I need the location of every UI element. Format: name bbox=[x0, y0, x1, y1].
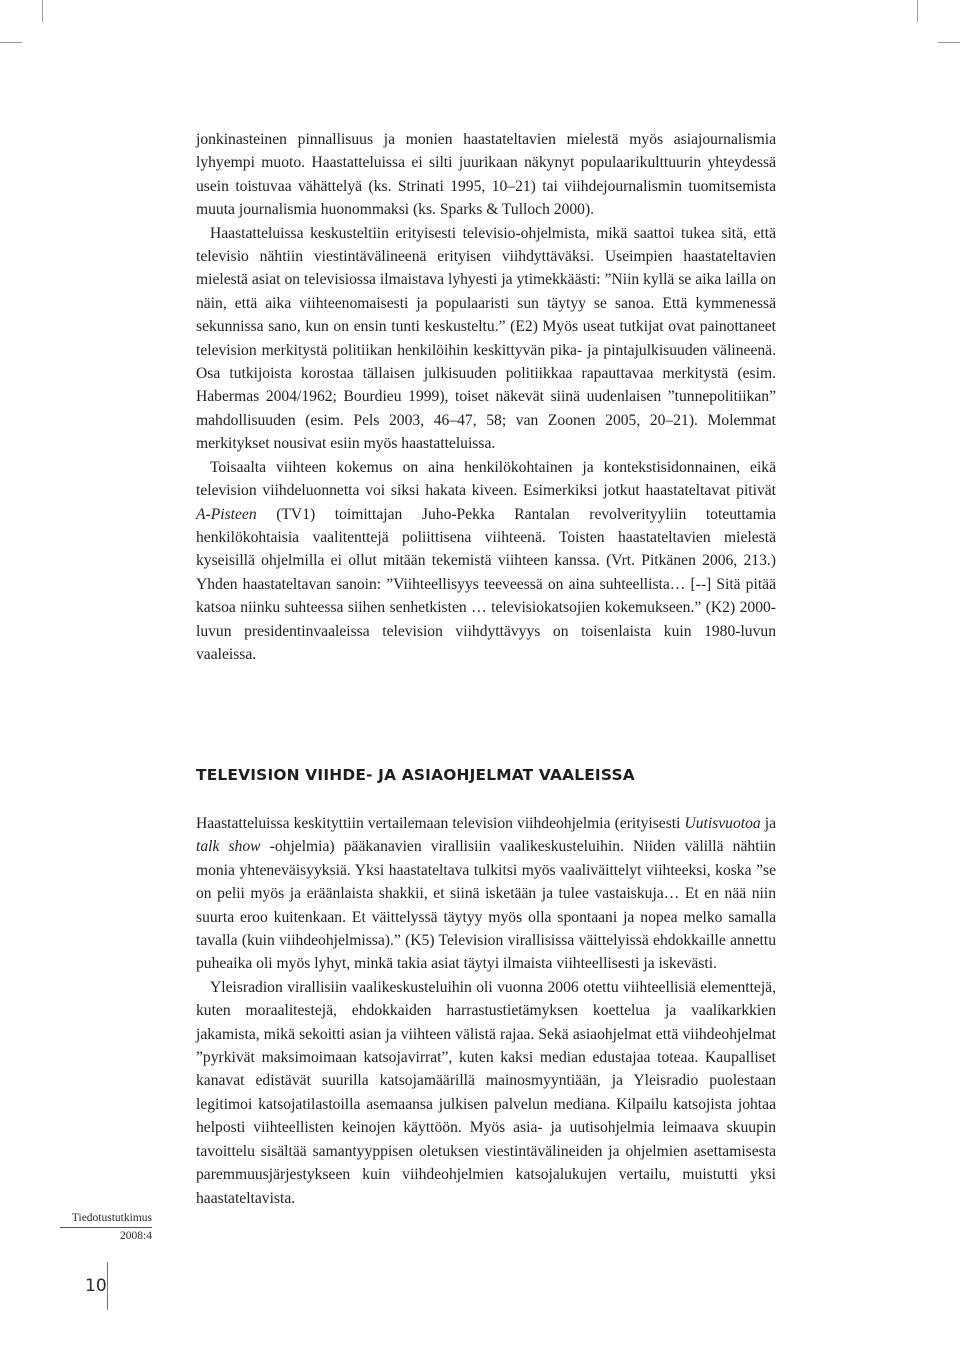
paragraph: Haastatteluissa keskityttiin vertailemaan television viihdeohjelmia (erityisesti Uutisvuotoa ja talk show -ohjelmia) pääkanavien virallisiin vaalikeskusteluihin. Niiden välillä nähtiin monia yhteneväisyyksiä. Yksi haastateltava tulkitsi myös vaaliväittelyt viihteeksi, koska ”se on pelii myös ja eräänlaista shakkii, et siinä isketään ja tulee vastaiskuja… Et en nää niin suurta eroo kuitenkaan. Et väittelyssä täytyy myös olla spontaani ja nopea melko samalla tavalla (kuin viihdeohjelmissa).” (K5) Television virallisissa väittelyissä ehdokkaille annettu puheaika oli myös lyhyt, minkä takia asiat täytyi ilmaista viihteellisesti ja iskevästi. bbox=[196, 815, 776, 973]
crop-mark-top-left-h bbox=[0, 42, 22, 43]
body-text-top bbox=[196, 128, 776, 666]
crop-mark-top-left-v bbox=[42, 0, 43, 22]
page-number: 10 bbox=[85, 1276, 107, 1296]
paragraph: jonkinasteinen pinnallisuus ja monien haastateltavien mielestä myös asiajournalismia lyhyempi muoto. Haastatteluissa ei silti juurikaan näkynyt populaarikulttuurin yhteydessä usein toistuvaa vähättelyä (ks. Strinati 1995, 10–21) tai viihdejournalismin tuomitsemista muuta journalismia huonommaksi (ks. Sparks & Tulloch 2000). bbox=[196, 131, 776, 219]
section-heading: TELEVISION VIIHDE- JA ASIAOHJELMAT VAALEISSA bbox=[196, 766, 635, 784]
journal-info bbox=[60, 1211, 152, 1244]
journal-issue: 2008:4 bbox=[120, 1230, 152, 1242]
paragraph: Haastatteluissa keskusteltiin erityisesti televisio-ohjelmista, mikä saattoi tukea sitä, että televisio nähtiin viestintävälineenä erityisen viihdyttäväksi. Useimpien haastateltavien mielestä asiat on televisiossa ilmaistava lyhyesti ja ytimekkäästi: ”Niin kyllä se aika lailla on näin, että aika viihteenomaisesti ja populaaristi sun täytyy se sanoa. Että kymmenessä sekunnissa sano, kun on ensin tunti keskusteltu.” (E2) Myös useat tutkijat ovat painottaneet television merkitystä politiikan henkilöihin keskittyvän pika- ja pintajulkisuuden välineenä. Osa tutkijoista korostaa tällaisen julkisuuden politiikkaa rapauttavaa merkitystä (esim. Habermas 2004/1962; Bourdieu 1999), toiset näkevät siinä uudenlaisen ”tunnepolitiikan” mahdollisuuden (esim. Pels 2003, 46–47, 58; van Zoonen 2005, 20–21). Molemmat merkitykset nousivat esiin myös haastatteluissa. bbox=[196, 224, 776, 453]
journal-rule bbox=[60, 1227, 152, 1228]
paragraph: Yleisradion virallisiin vaalikeskusteluihin oli vuonna 2006 otettu viihteellisiä elementtejä, kuten moraalitestejä, ehdokkaiden harrastustietämyksen koettelua ja vaalikarkkien jakamista, mikä sekoitti asian ja viihteen välistä rajaa. Sekä asiaohjelmat että viihdeohjelmat ”pyrkivät maksimoimaan katsojavirrat”, kuten kaksi median edustajaa toteaa. Kaupalliset kanavat edistävät suurilla katsojamäärillä mainosmyyntiään, ja Yleisradio puolestaan legitimoi katsojatilastoilla asemaansa julkisen palvelun mediana. Kilpailu katsojista johtaa helposti viihteellisten keinojen käyttöön. Myös asia- ja uutisohjelmia leimaava skuupin tavoittelu sisältää samantyyppisen oletuksen viestintävälineiden ja ohjelmien asettamisesta paremmuusjärjestykseen kuin viihdeohjelmien katsojalukujen vertailu, muistutti yksi haastateltavista. bbox=[196, 978, 776, 1207]
body-text-bottom bbox=[196, 812, 776, 1210]
page-number-divider bbox=[107, 1262, 108, 1310]
crop-mark-top-right-h bbox=[938, 42, 960, 43]
journal-name: Tiedotustutkimus bbox=[71, 1212, 152, 1224]
crop-mark-top-right-v bbox=[917, 0, 918, 22]
paragraph: Toisaalta viihteen kokemus on aina henkilökohtainen ja kontekstisidonnainen, eikä television viihdeluonnetta voi siksi hakata kiveen. Esimerkiksi jotkut haastateltavat pitivät A-Pisteen (TV1) toimittajan Juho-Pekka Rantalan revolverityyliin toteuttamia henkilökohtaisia vaalitenttejä poliittisena viihteenä. Toisten haastateltavien mielestä kyseisillä ohjelmilla ei ollut mitään tekemistä viihteen kanssa. (Vrt. Pitkänen 2006, 213.) Yhden haastateltavan sanoin: ”Viihteellisyys teeveessä on aina suhteellista… [--] Sitä pitää katsoa niinku suhteessa siihen senhetkisten … televisiokatsojien kokemukseen.” (K2) 2000-luvun presidentinvaaleissa television viihdyttävyys on toisenlaista kuin 1980-luvun vaaleissa. bbox=[196, 458, 776, 663]
